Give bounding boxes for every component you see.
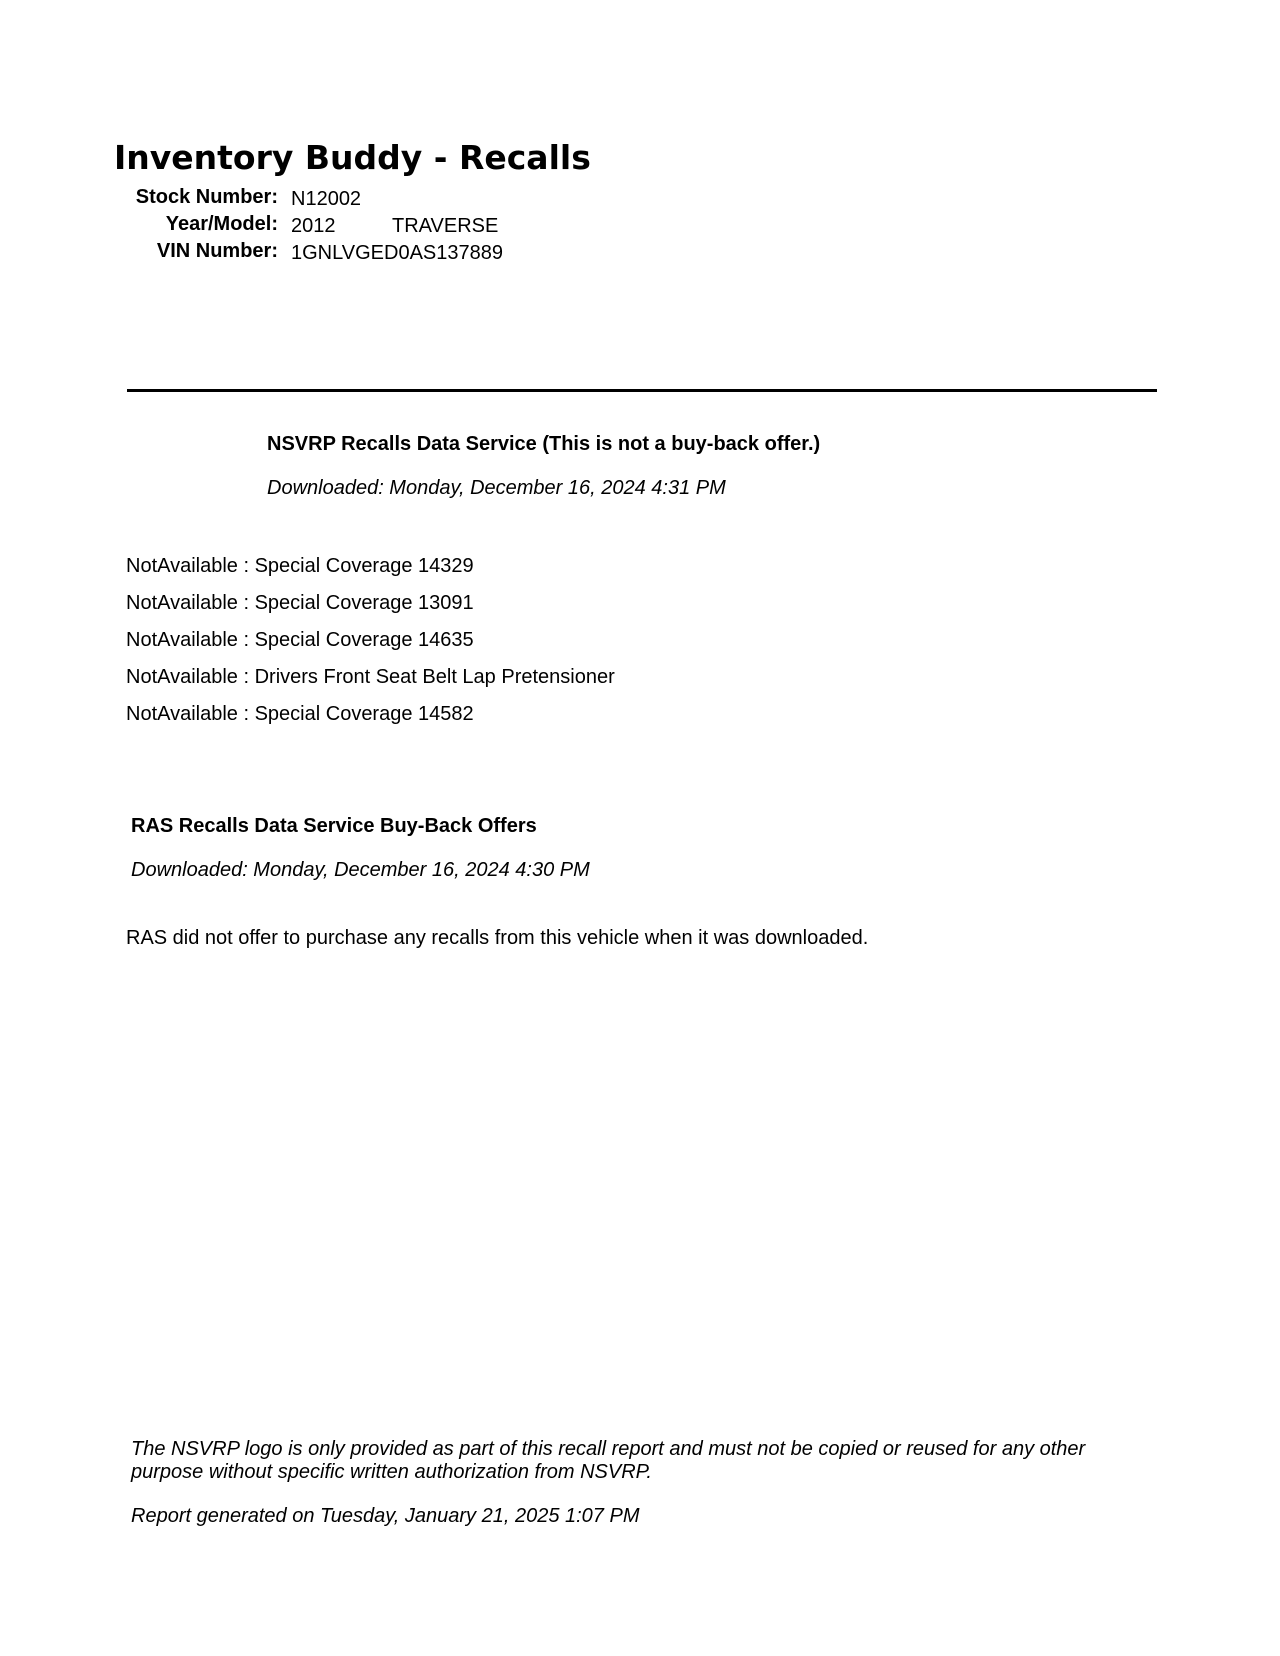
recall-list — [126, 554, 615, 739]
ras-note: RAS did not offer to purchase any recalls from this vehicle when it was downloaded. — [126, 927, 869, 949]
report-title: Inventory Buddy - Recalls — [114, 138, 591, 177]
recall-item: NotAvailable : Special Coverage 14635 — [126, 629, 474, 651]
ras-heading: RAS Recalls Data Service Buy-Back Offers — [131, 815, 537, 837]
stock-number-label: Stock Number: — [135, 186, 278, 208]
logo-disclaimer: The NSVRP logo is only provided as part of this recall report and must not be copied or reused for any other purpose without specific written authorization from NSVRP. — [131, 1438, 1086, 1483]
section-divider — [127, 389, 1157, 392]
stock-number-value: N12002 — [291, 188, 362, 210]
year-value: 2012 — [291, 215, 336, 237]
nsvrp-heading: NSVRP Recalls Data Service (This is not a buy-back offer.) — [267, 433, 821, 455]
year-model-label: Year/Model: — [165, 213, 278, 235]
recall-item: NotAvailable : Special Coverage 14329 — [126, 555, 474, 577]
vin-number-value: 1GNLVGED0AS137889 — [291, 242, 503, 264]
nsvrp-downloaded-date: Downloaded: Monday, December 16, 2024 4:31 PM — [267, 477, 726, 499]
report-generated-date: Report generated on Tuesday, January 21, 2025 1:07 PM — [131, 1505, 640, 1527]
ras-downloaded-date: Downloaded: Monday, December 16, 2024 4:30 PM — [131, 859, 590, 881]
vin-number-label: VIN Number: — [156, 240, 278, 262]
model-value: TRAVERSE — [392, 215, 499, 237]
recall-item: NotAvailable : Drivers Front Seat Belt Lap Pretensioner — [126, 666, 615, 688]
recall-item: NotAvailable : Special Coverage 13091 — [126, 592, 474, 614]
recall-item: NotAvailable : Special Coverage 14582 — [126, 703, 474, 725]
